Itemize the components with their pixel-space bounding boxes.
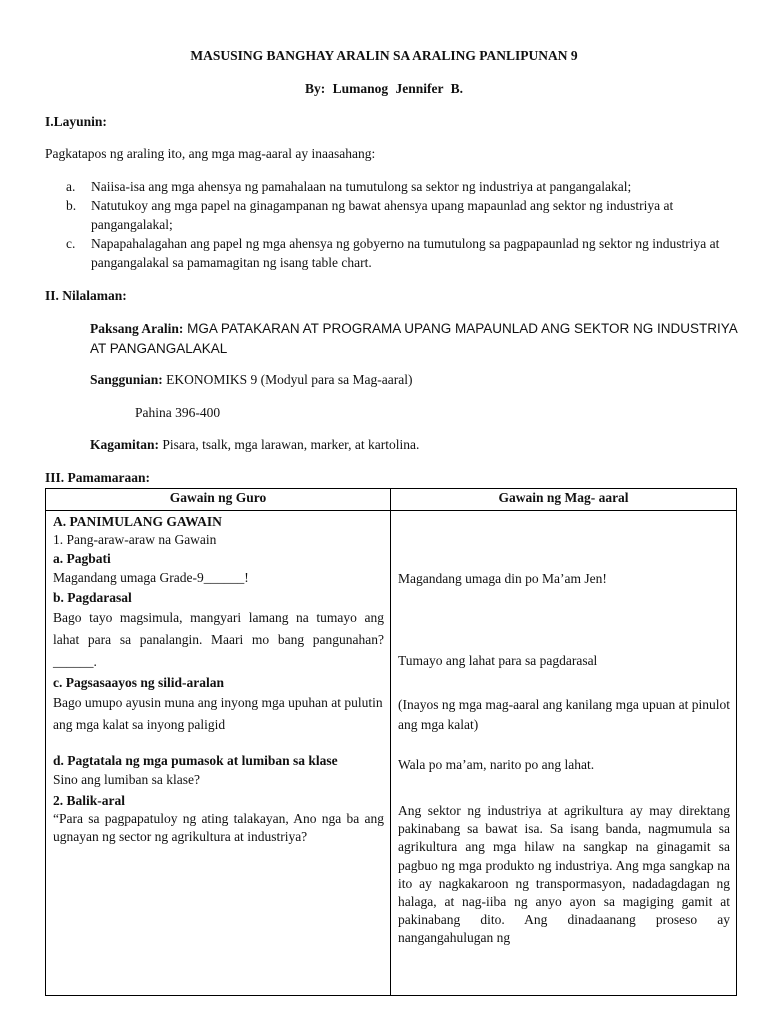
guro-cell xyxy=(46,511,391,996)
paksang-aralin-value: MGA PATAKARAN AT PROGRAMA UPANG MAPAUNLAD ANG SEKTOR NG INDUSTRIYA AT PANGANGALAKAL xyxy=(90,321,738,356)
pagdarasal-heading: b. Pagdarasal xyxy=(53,590,132,605)
layunin-intro: Pagkatapos ng araling ito, ang mga mag-aaral ay inaasahang: xyxy=(45,146,376,161)
balik-aral-text: “Para sa pagpapatuloy ng ating talakayan, Ano nga ba ang ugnayan ng sector ng agrikultura at industriya? xyxy=(53,811,384,844)
document-title: MASUSING BANGHAY ARALIN SA ARALING PANLIPUNAN 9 xyxy=(190,48,578,63)
pagdarasal-text: Bago tayo magsimula, mangyari lamang na tumayo ang lahat para sa panalangin. Maari mo bang pangunahan? ______. xyxy=(53,610,384,669)
paksang-aralin-label: Paksang Aralin: xyxy=(90,321,184,336)
sanggunian xyxy=(90,372,740,388)
kagamitan-label: Kagamitan: xyxy=(90,437,159,452)
pagdarasal-response: Tumayo ang lahat para sa pagdarasal xyxy=(398,653,598,668)
sanggunian-value: EKONOMIKS 9 (Modyul para sa Mag-aaral) xyxy=(162,372,413,387)
objective-item xyxy=(45,196,735,234)
objective-marker: a. xyxy=(66,179,76,194)
table-row xyxy=(46,511,737,996)
pagbati-text: Magandang umaga Grade-9______! xyxy=(53,570,249,585)
objective-item xyxy=(45,177,735,196)
balik-aral-heading: 2. Balik-aral xyxy=(53,793,126,808)
pagtatala-response: Wala po ma’am, narito po ang lahat. xyxy=(398,757,595,772)
pagtatala-heading: d. Pagtatala ng mga pumasok at lumiban sa klase xyxy=(53,753,338,768)
pagbati-heading: a. Pagbati xyxy=(53,551,111,566)
objectives-list xyxy=(45,177,735,272)
pagsasaayos-response: (Inayos ng mga mag-aaral ang kanilang mga upuan at pinulot ang mga kalat) xyxy=(398,697,730,732)
pagsasaayos-heading: c. Pagsasaayos ng silid-aralan xyxy=(53,675,225,690)
pang-araw-araw-heading: 1. Pang-araw-araw na Gawain xyxy=(53,532,217,547)
pahina: Pahina 396-400 xyxy=(135,405,221,420)
magaaral-cell xyxy=(391,511,737,996)
kagamitan-value: Pisara, tsalk, mga larawan, marker, at kartolina. xyxy=(159,437,420,452)
objective-marker: c. xyxy=(66,236,76,251)
paksang-aralin xyxy=(90,319,740,359)
objective-marker: b. xyxy=(66,198,77,213)
section-heading-pamamaraan: III. Pamamaraan: xyxy=(45,470,150,485)
pagsasaayos-text: Bago umupo ayusin muna ang inyong mga upuhan at pulutin ang mga kalat sa inyong paligid xyxy=(53,695,383,732)
author-line: By: Lumanog Jennifer B. xyxy=(304,81,463,96)
objective-text: Naiisa-isa ang mga ahensya ng pamahalaan na tumutulong sa sektor ng industriya at pangangalakal; xyxy=(91,179,632,194)
sanggunian-label: Sanggunian: xyxy=(90,372,163,387)
panimulang-gawain-heading: A. PANIMULANG GAWAIN xyxy=(53,514,222,529)
column-header-magaaral: Gawain ng Mag- aaral xyxy=(391,489,737,511)
pagtatala-text: Sino ang lumiban sa klase? xyxy=(53,772,200,787)
table-header-row xyxy=(46,489,737,511)
section-heading-layunin: I.Layunin: xyxy=(45,114,107,129)
section-heading-nilalaman: II. Nilalaman: xyxy=(45,288,127,303)
objective-text: Napapahalagahan ang papel ng mga ahensya ng gobyerno na tumutulong sa pagpapaunlad ng sektor ng industriya at pangangalakal sa pamamagitan ng isang table chart. xyxy=(91,236,720,270)
pagbati-response: Magandang umaga din po Ma’am Jen! xyxy=(398,571,607,586)
pamamaraan-table xyxy=(45,488,737,996)
kagamitan xyxy=(90,437,740,453)
column-header-guro: Gawain ng Guro xyxy=(46,489,391,511)
objective-text: Natutukoy ang mga papel na ginagampanan ng bawat ahensya upang mapaunlad ang sektor ng industriya at pangangalakal; xyxy=(91,198,674,232)
balik-aral-response: Ang sektor ng industriya at agrikultura ay may direktang pakinabang sa bawat isa. Sa isang banda, nagmumula sa agrikultura ang mga hilaw na sangkap na ginagamit sa pagbuo ng mga produkto ng industriya. Ang mga sangkap na ito ay nagkakaroon ng transpormasyon, nadadagdagan ng halaga, at nag-iiba ng anyo ayon sa magiging gamit at pakinabang dito. Ang dinadaanang proseso ay nangangahulugan ng xyxy=(398,803,730,946)
objective-item xyxy=(45,234,735,272)
